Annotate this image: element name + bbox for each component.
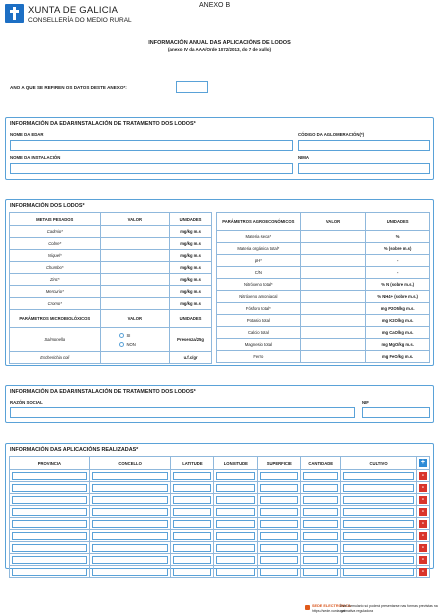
ecoli-value-input[interactable]: [100, 352, 170, 364]
app-cell: [214, 530, 258, 542]
app-cell-input[interactable]: [260, 532, 298, 540]
app-cell-input[interactable]: [343, 544, 414, 552]
app-cell: [214, 518, 258, 530]
app-cell-input[interactable]: [12, 496, 87, 504]
metal-unit: mg/kg m.s: [170, 262, 212, 274]
app-cell: [171, 554, 214, 566]
table-row: [10, 506, 430, 518]
app-cell: [89, 566, 171, 578]
app-cell: [301, 482, 341, 494]
agro-col-value: VALOR: [300, 213, 366, 231]
app-cell-input[interactable]: [303, 544, 338, 552]
app-cell-input[interactable]: [216, 556, 255, 564]
app-cell: [89, 518, 171, 530]
agro-value-input[interactable]: [300, 231, 366, 243]
app-cell-input[interactable]: [173, 520, 211, 528]
app-cell-input[interactable]: [173, 544, 211, 552]
app-cell: [171, 566, 214, 578]
agro-unit: mg CaO/kg m.s.: [366, 327, 430, 339]
app-cell: [89, 542, 171, 554]
app-cell: [258, 494, 301, 506]
agro-value-input[interactable]: [300, 315, 366, 327]
form-subtitle: (anexo IV da AAA/Orde 1072/2013, do 7 de xullo): [167, 47, 272, 52]
agro-value-input[interactable]: [300, 291, 366, 303]
table-row: [10, 274, 212, 286]
app-cell: [301, 566, 341, 578]
add-row-cell: [416, 457, 429, 470]
app-cell-input[interactable]: [12, 544, 87, 552]
remove-row-button[interactable]: -: [419, 508, 427, 516]
remove-row-cell: [416, 506, 429, 518]
org-name: XUNTA DE GALICIA: [28, 5, 119, 16]
table-row: [10, 518, 430, 530]
agro-name: Calcio total: [217, 327, 301, 339]
metals-col-unit: UNIDADES: [170, 213, 212, 226]
agro-value-input[interactable]: [300, 303, 366, 315]
table-row: [217, 303, 430, 315]
app-cell-input[interactable]: [173, 484, 211, 492]
app-cell: [258, 482, 301, 494]
table-row: [10, 226, 212, 238]
table-row: [217, 315, 430, 327]
app-cell: [301, 518, 341, 530]
agro-col-unit: UNIDADES: [366, 213, 430, 231]
metal-name: Cromo*: [10, 298, 101, 310]
app-cell-input[interactable]: [260, 520, 298, 528]
agro-name: Magnesio total: [217, 339, 301, 351]
metal-value-input[interactable]: [100, 262, 170, 274]
app-cell-input[interactable]: [92, 520, 169, 528]
app-cell: [10, 494, 90, 506]
app-cell: [341, 566, 417, 578]
agro-value-input[interactable]: [300, 279, 366, 291]
metal-unit: mg/kg m.s: [170, 226, 212, 238]
table-row: [217, 255, 430, 267]
app-cell: [214, 554, 258, 566]
app-cell-input[interactable]: [343, 520, 414, 528]
remove-row-cell: [416, 470, 429, 482]
remove-row-button[interactable]: -: [419, 496, 427, 504]
app-cell-input[interactable]: [303, 520, 338, 528]
app-cell-input[interactable]: [216, 472, 255, 480]
app-cell: [214, 482, 258, 494]
table-row: [10, 530, 430, 542]
app-cell: [341, 470, 417, 482]
non-option[interactable]: [119, 340, 168, 349]
col-cultivo: CULTIVO: [341, 457, 417, 470]
app-cell: [341, 530, 417, 542]
app-cell-input[interactable]: [216, 544, 255, 552]
app-cell: [258, 542, 301, 554]
remove-row-cell: [416, 542, 429, 554]
agro-unit: mg FeO/kg m.s.: [366, 351, 430, 363]
app-cell-input[interactable]: [92, 472, 169, 480]
app-cell: [10, 506, 90, 518]
app-cell-input[interactable]: [343, 484, 414, 492]
salmonella-unit: Presenza/25g: [170, 328, 212, 352]
agro-unit: % (sobre m.s): [366, 243, 430, 255]
app-cell-input[interactable]: [173, 472, 211, 480]
sede-url: https://sede.xunta.gal: [312, 609, 346, 613]
app-cell: [89, 554, 171, 566]
app-cell: [171, 482, 214, 494]
agro-value-input[interactable]: [300, 339, 366, 351]
metal-value-input[interactable]: [100, 250, 170, 262]
table-row: [10, 298, 212, 310]
ecoli-unit: u.f.c/gr: [170, 352, 212, 364]
metal-unit: mg/kg m.s: [170, 250, 212, 262]
app-cell-input[interactable]: [260, 544, 298, 552]
micro-col-name: PARÁMETROS MICROBIOLÓXICOS: [10, 310, 101, 328]
app-cell-input[interactable]: [303, 484, 338, 492]
agro-name: Materia seca*: [217, 231, 301, 243]
app-cell: [258, 566, 301, 578]
si-option[interactable]: [119, 331, 168, 340]
app-cell: [10, 518, 90, 530]
app-cell-input[interactable]: [12, 556, 87, 564]
table-row: [10, 542, 430, 554]
app-cell-input[interactable]: [12, 532, 87, 540]
app-cell-input[interactable]: [303, 532, 338, 540]
remove-row-cell: [416, 482, 429, 494]
table-row: [10, 262, 212, 274]
razon-social-label: RAZÓN SOCIAL: [10, 400, 43, 405]
app-cell: [258, 470, 301, 482]
agro-col-name: PARÁMETROS AGROECONÓMICOS: [217, 213, 301, 231]
metal-name: Cadmio*: [10, 226, 101, 238]
agro-table: [216, 212, 430, 363]
add-row-button[interactable]: +: [420, 459, 426, 466]
metal-name: Zinc*: [10, 274, 101, 286]
app-cell: [258, 518, 301, 530]
app-cell: [341, 506, 417, 518]
metal-value-input[interactable]: [100, 274, 170, 286]
apps-table: [9, 456, 430, 578]
app-cell-input[interactable]: [303, 508, 338, 516]
edar-section-title: INFORMACIÓN DA EDAR/INSTALACIÓN DE TRATAMENTO DOS LODOS*: [10, 121, 196, 127]
agro-value-input[interactable]: [300, 255, 366, 267]
app-cell: [214, 566, 258, 578]
sede-brand: SEDE ELECTRÓNICA: [312, 604, 351, 608]
metal-value-input[interactable]: [100, 226, 170, 238]
micro-col-unit: UNIDADES: [170, 310, 212, 328]
app-cell: [10, 566, 90, 578]
app-cell: [301, 494, 341, 506]
table-row: [217, 291, 430, 303]
app-cell: [341, 494, 417, 506]
app-cell-input[interactable]: [343, 568, 414, 576]
salmonella-label: Salmonella: [10, 328, 101, 352]
app-cell: [89, 494, 171, 506]
app-cell-input[interactable]: [303, 496, 338, 504]
year-input[interactable]: [176, 81, 208, 93]
agro-unit: mg MgO/kg m.s.: [366, 339, 430, 351]
agro-unit: % NH4+ (sobre m.s.): [366, 291, 430, 303]
app-cell: [341, 554, 417, 566]
app-cell: [214, 470, 258, 482]
app-cell: [10, 542, 90, 554]
agro-name: pH*: [217, 255, 301, 267]
app-cell: [89, 530, 171, 542]
agro-value-input[interactable]: [300, 327, 366, 339]
agro-name: Nitróxeno total*: [217, 279, 301, 291]
app-cell-input[interactable]: [216, 532, 255, 540]
app-cell-input[interactable]: [173, 556, 211, 564]
nima-label: NIMA: [298, 155, 309, 160]
razon-social-input[interactable]: [10, 407, 355, 418]
remove-row-button[interactable]: -: [419, 484, 427, 492]
table-row: [217, 231, 430, 243]
app-cell: [214, 506, 258, 518]
col-cantidade: CANTIDADE: [301, 457, 341, 470]
col-lonxitude: LONXITUDE: [214, 457, 258, 470]
table-row: [217, 339, 430, 351]
app-cell: [10, 482, 90, 494]
app-cell-input[interactable]: [92, 496, 169, 504]
app-cell: [10, 554, 90, 566]
metal-name: Mercurio*: [10, 286, 101, 298]
app-cell-input[interactable]: [303, 568, 338, 576]
app-cell: [171, 542, 214, 554]
app-cell-input[interactable]: [92, 532, 169, 540]
app-cell: [258, 530, 301, 542]
department-name: CONSELLERÍA DO MEDIO RURAL: [28, 17, 132, 24]
metal-unit: mg/kg m.s: [170, 274, 212, 286]
app-cell: [171, 494, 214, 506]
agro-name: Nitróxeno amoniacal: [217, 291, 301, 303]
agro-unit: -: [366, 255, 430, 267]
app-cell-input[interactable]: [92, 544, 169, 552]
remove-row-button[interactable]: -: [419, 520, 427, 528]
nif-input[interactable]: [362, 407, 430, 418]
ecoli-label: Escherichia coli: [10, 352, 101, 364]
app-cell: [89, 506, 171, 518]
table-row: [10, 470, 430, 482]
agro-name: Ferro: [217, 351, 301, 363]
metals-col-value: VALOR: [100, 213, 170, 226]
app-cell: [258, 506, 301, 518]
agro-name: Fósforo total*: [217, 303, 301, 315]
app-cell-input[interactable]: [173, 496, 211, 504]
metal-name: Cobre*: [10, 238, 101, 250]
app-cell-input[interactable]: [92, 568, 169, 576]
edar2-section-title: INFORMACIÓN DA EDAR/INSTALACIÓN DE TRATAMENTO DOS LODOS*: [10, 389, 196, 395]
year-label: ANO A QUE SE REFIREN OS DATOS DESTE ANEXO*:: [10, 85, 127, 90]
table-row: [10, 566, 430, 578]
apps-rows: [10, 470, 430, 578]
radio-si[interactable]: [119, 333, 124, 338]
nome-instalacion-label: NOME DA INSTALACIÓN: [10, 155, 61, 160]
app-cell-input[interactable]: [343, 532, 414, 540]
agro-unit: % N (sobre m.s.): [366, 279, 430, 291]
app-cell: [171, 506, 214, 518]
sede-icon: [305, 605, 310, 610]
agro-name: Materia orgánica total*: [217, 243, 301, 255]
cross-icon: [11, 7, 18, 20]
table-row: [217, 243, 430, 255]
agro-value-input[interactable]: [300, 267, 366, 279]
app-cell: [171, 518, 214, 530]
app-cell-input[interactable]: [12, 484, 87, 492]
app-cell: [301, 506, 341, 518]
metals-table: [9, 212, 212, 364]
table-row: [10, 554, 430, 566]
table-row: [10, 286, 212, 298]
metal-value-input[interactable]: [100, 298, 170, 310]
app-cell-input[interactable]: [12, 520, 87, 528]
nome-instalacion-input[interactable]: [10, 163, 293, 174]
agro-unit: mg K2O/kg m.s.: [366, 315, 430, 327]
col-provincia: PROVINCIA: [10, 457, 90, 470]
table-row: [10, 482, 430, 494]
app-cell: [214, 494, 258, 506]
col-latitude: LATITUDE: [171, 457, 214, 470]
table-row: [10, 238, 212, 250]
nome-edar-input[interactable]: [10, 140, 293, 151]
radio-non[interactable]: [119, 342, 124, 347]
table-row: [10, 352, 212, 364]
app-cell-input[interactable]: [303, 556, 338, 564]
table-row: [10, 494, 430, 506]
app-cell-input[interactable]: [216, 568, 255, 576]
agro-value-input[interactable]: [300, 243, 366, 255]
nif-label: NIF: [362, 400, 369, 405]
metal-value-input[interactable]: [100, 238, 170, 250]
nima-input[interactable]: [298, 163, 430, 174]
apps-section-title: INFORMACIÓN DAS APLICACIÓNS REALIZADAS*: [10, 447, 139, 453]
app-cell: [341, 482, 417, 494]
app-cell-input[interactable]: [343, 508, 414, 516]
salmonella-options: [100, 328, 170, 352]
app-cell: [89, 482, 171, 494]
col-concello: CONCELLO: [89, 457, 171, 470]
app-cell-input[interactable]: [12, 568, 87, 576]
app-cell: [341, 518, 417, 530]
app-cell-input[interactable]: [260, 496, 298, 504]
remove-row-cell: [416, 530, 429, 542]
app-cell: [301, 542, 341, 554]
codigo-label: CÓDIGO DA AGLOMERACIÓN(*): [298, 132, 365, 137]
app-cell: [214, 542, 258, 554]
metal-name: Níquel*: [10, 250, 101, 262]
remove-row-button[interactable]: -: [419, 472, 427, 480]
app-cell: [10, 470, 90, 482]
app-cell: [301, 530, 341, 542]
agro-name: C/N: [217, 267, 301, 279]
app-cell-input[interactable]: [12, 508, 87, 516]
app-cell-input[interactable]: [173, 532, 211, 540]
agro-value-input[interactable]: [300, 351, 366, 363]
app-cell-input[interactable]: [260, 568, 298, 576]
micro-col-value: VALOR: [100, 310, 170, 328]
app-cell-input[interactable]: [216, 496, 255, 504]
agro-unit: %: [366, 231, 430, 243]
metals-col-name: METAIS PESADOS: [10, 213, 101, 226]
app-cell-input[interactable]: [173, 508, 211, 516]
agro-name: Potasio total: [217, 315, 301, 327]
col-superficie: SUPERFICIE: [258, 457, 301, 470]
agro-unit: -: [366, 267, 430, 279]
app-cell-input[interactable]: [343, 496, 414, 504]
app-cell-input[interactable]: [12, 472, 87, 480]
lodos-section-title: INFORMACIÓN DOS LODOS*: [10, 203, 85, 209]
metal-unit: mg/kg m.s: [170, 238, 212, 250]
app-cell: [171, 470, 214, 482]
table-row: [10, 328, 212, 352]
app-cell: [171, 530, 214, 542]
footer-note: Este formulario só poderá presentarse nas formas previstas na normativa reguladora: [340, 604, 438, 613]
app-cell-input[interactable]: [260, 556, 298, 564]
remove-row-button[interactable]: -: [419, 544, 427, 552]
app-cell-input[interactable]: [173, 568, 211, 576]
metal-unit: mg/kg m.s: [170, 286, 212, 298]
si-label: SI: [126, 332, 131, 338]
app-cell-input[interactable]: [260, 472, 298, 480]
remove-row-cell: [416, 554, 429, 566]
app-cell-input[interactable]: [303, 472, 338, 480]
app-cell-input[interactable]: [216, 484, 255, 492]
app-cell-input[interactable]: [216, 520, 255, 528]
app-cell: [341, 542, 417, 554]
table-row: [217, 327, 430, 339]
table-row: [217, 351, 430, 363]
app-cell: [301, 470, 341, 482]
agro-unit: mg P2O5/kg m.s.: [366, 303, 430, 315]
app-cell-input[interactable]: [92, 556, 169, 564]
remove-row-button[interactable]: -: [419, 556, 427, 564]
remove-row-button[interactable]: -: [419, 532, 427, 540]
app-cell-input[interactable]: [260, 508, 298, 516]
app-cell: [258, 554, 301, 566]
remove-row-cell: [416, 518, 429, 530]
table-row: [217, 279, 430, 291]
table-row: [217, 267, 430, 279]
app-cell-input[interactable]: [260, 484, 298, 492]
app-cell-input[interactable]: [92, 484, 169, 492]
xunta-logo: [5, 4, 24, 23]
app-cell-input[interactable]: [343, 556, 414, 564]
remove-row-cell: [416, 566, 429, 578]
non-label: NON: [126, 341, 136, 347]
metal-value-input[interactable]: [100, 286, 170, 298]
anexo-label: ANEXO B: [199, 2, 231, 9]
nome-edar-label: NOME DA EDAR: [10, 132, 44, 137]
app-cell: [89, 470, 171, 482]
metal-unit: mg/kg m.s: [170, 298, 212, 310]
app-cell-input[interactable]: [216, 508, 255, 516]
app-cell-input[interactable]: [92, 508, 169, 516]
table-row: [10, 250, 212, 262]
app-cell: [301, 554, 341, 566]
form-title: INFORMACIÓN ANUAL DAS APLICACIÓNS DE LODOS: [148, 40, 291, 46]
codigo-input[interactable]: [298, 140, 430, 151]
metal-name: Chumbo*: [10, 262, 101, 274]
remove-row-cell: [416, 494, 429, 506]
remove-row-button[interactable]: -: [419, 568, 427, 576]
app-cell: [10, 530, 90, 542]
app-cell-input[interactable]: [343, 472, 414, 480]
